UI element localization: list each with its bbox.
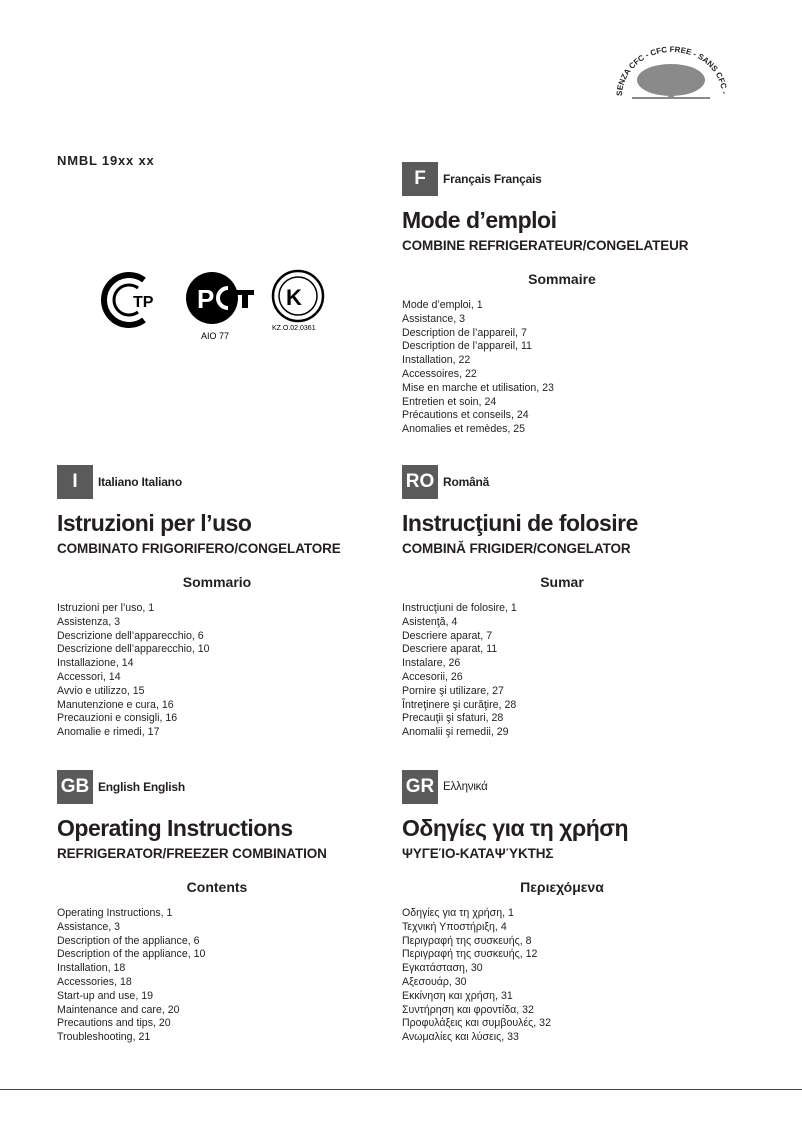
toc-item: Pornire şi utilizare, 27	[402, 684, 504, 697]
toc-item: Precauzioni e consigli, 16	[57, 712, 178, 725]
footer-divider	[0, 1089, 802, 1090]
toc-item: Precauţii şi sfaturi, 28	[402, 712, 504, 725]
toc-list-it	[57, 602, 417, 740]
toc-item: Accessoires, 22	[402, 367, 477, 380]
toc-item: Start-up and use, 19	[57, 989, 153, 1002]
svg-text:P: P	[197, 284, 215, 314]
lang-badge-ro: RO	[402, 465, 438, 499]
toc-item: Maintenance and care, 20	[57, 1003, 180, 1016]
toc-item: Avvio e utilizzo, 15	[57, 684, 145, 697]
toc-heading-ro: Sumar	[540, 574, 584, 590]
subtitle-gb: REFRIGERATOR/FREEZER COMBINATION	[57, 846, 327, 861]
toc-item: Αξεσουάρ, 30	[402, 975, 467, 988]
aio-code: AIO 77	[201, 331, 230, 341]
toc-item: Manutenzione e cura, 16	[57, 698, 174, 711]
lang-badge-it: I	[57, 465, 93, 499]
gost-tr-logo	[104, 275, 154, 325]
toc-heading-gb: Contents	[186, 879, 248, 895]
subtitle-gr: ΨΥΓΕΊΟ-ΚΑΤΑΨΎΚΤΗΣ	[402, 846, 554, 861]
toc-item: Accessori, 14	[57, 670, 121, 683]
toc-item: Assistance, 3	[402, 312, 466, 325]
toc-item: Τεχνική Υποστήριξη, 4	[402, 920, 507, 933]
toc-item: Asistenţă, 4	[402, 615, 458, 628]
toc-item: Descrizione dell’apparecchio, 6	[57, 629, 204, 642]
toc-item: Mode d’emploi, 1	[402, 299, 483, 311]
toc-item: Accesorii, 26	[402, 670, 463, 683]
lang-badge-fr: F	[402, 162, 438, 196]
toc-item: Description de l’appareil, 11	[402, 340, 532, 353]
toc-item: Mise en marche et utilisation, 23	[402, 381, 554, 394]
toc-item: Anomalies et remèdes, 25	[402, 423, 526, 436]
toc-heading-gr: Περιεχόμενα	[520, 879, 604, 895]
toc-item: Εκκίνηση και χρήση, 31	[402, 989, 513, 1002]
toc-heading-fr: Sommaire	[528, 271, 596, 287]
title-gb: Operating Instructions	[57, 815, 293, 841]
certification-logos	[100, 268, 335, 343]
section-english	[57, 770, 417, 1045]
toc-item: Περιγραφή της συσκευής, 8	[402, 934, 532, 947]
toc-item: Assistenza, 3	[57, 615, 121, 628]
lang-name-gr: Ελληνικά	[443, 781, 488, 793]
svg-text:TP: TP	[133, 294, 154, 311]
toc-item: Installation, 22	[402, 354, 471, 367]
section-italian	[57, 465, 417, 740]
svg-text:K: K	[286, 285, 302, 310]
title-fr: Mode d’emploi	[402, 207, 557, 233]
cfc-free-seal	[612, 40, 730, 102]
section-greek	[402, 770, 762, 1045]
toc-item: Accessories, 18	[57, 975, 132, 988]
toc-item: Description of the appliance, 6	[57, 934, 200, 947]
lang-badge-gr: GR	[402, 770, 438, 804]
toc-list-gb	[57, 907, 417, 1045]
lang-name-fr: Français Français	[443, 172, 542, 186]
model-number: NMBL 19xx xx	[57, 153, 155, 168]
toc-item: Description of the appliance, 10	[57, 948, 206, 961]
toc-item: Operating Instructions, 1	[57, 907, 173, 919]
toc-item: Istruzioni per l’uso, 1	[57, 602, 155, 614]
toc-item: Troubleshooting, 21	[57, 1031, 151, 1044]
toc-item: Descrizione dell’apparecchio, 10	[57, 643, 210, 656]
kz-code: KZ.O.02.0361	[272, 325, 316, 332]
toc-item: Anomalii şi remedii, 29	[402, 726, 509, 739]
toc-list-ro	[402, 602, 762, 740]
toc-item: Întreţinere şi curăţire, 28	[402, 698, 517, 711]
toc-item: Instalare, 26	[402, 657, 461, 670]
title-ro: Instrucţiuni de folosire	[402, 510, 638, 536]
lang-name-ro: Română	[443, 475, 490, 489]
lang-name-it: Italiano Italiano	[98, 475, 182, 489]
toc-item: Οδηγίες για τη χρήση, 1	[402, 907, 514, 919]
toc-item: Description de l’appareil, 7	[402, 326, 527, 339]
cfc-seal-text: SENZA CFC - CFC FREE - SANS CFC -	[614, 44, 729, 97]
toc-heading-it: Sommario	[182, 574, 252, 590]
toc-item: Anomalie e rimedi, 17	[57, 726, 160, 739]
toc-item: Précautions et conseils, 24	[402, 409, 529, 422]
toc-item: Precautions and tips, 20	[57, 1017, 171, 1030]
subtitle-ro: COMBINĂ FRIGIDER/CONGELATOR	[402, 541, 631, 556]
toc-item: Descriere aparat, 7	[402, 629, 493, 642]
toc-item: Entretien et soin, 24	[402, 395, 497, 408]
title-gr: Οδηγίες για τη χρήση	[402, 815, 629, 841]
toc-item: Assistance, 3	[57, 920, 121, 933]
lang-badge-gb: GB	[57, 770, 93, 804]
toc-item: Installation, 18	[57, 962, 126, 975]
toc-item: Installazione, 14	[57, 657, 134, 670]
section-romanian	[402, 465, 762, 740]
pct-logo	[186, 272, 254, 324]
lang-name-gb: English English	[98, 780, 186, 794]
subtitle-it: COMBINATO FRIGORIFERO/CONGELATORE	[57, 541, 341, 556]
subtitle-fr: COMBINE REFRIGERATEUR/CONGELATEUR	[402, 238, 689, 253]
toc-item: Instrucţiuni de folosire, 1	[402, 602, 517, 614]
toc-list-fr	[402, 299, 762, 437]
toc-item: Περιγραφή της συσκευής, 12	[402, 948, 538, 961]
toc-item: Συντήρηση και φροντίδα, 32	[402, 1003, 534, 1016]
toc-item: Ανωμαλίες και λύσεις, 33	[402, 1031, 519, 1044]
toc-item: Εγκατάσταση, 30	[402, 962, 483, 975]
kz-cert-logo	[273, 271, 323, 321]
toc-item: Προφυλάξεις και συμβουλές, 32	[402, 1017, 551, 1030]
toc-list-gr	[402, 907, 762, 1045]
title-it: Istruzioni per l’uso	[57, 510, 252, 536]
section-french	[402, 162, 762, 437]
toc-item: Descriere aparat, 11	[402, 643, 498, 656]
